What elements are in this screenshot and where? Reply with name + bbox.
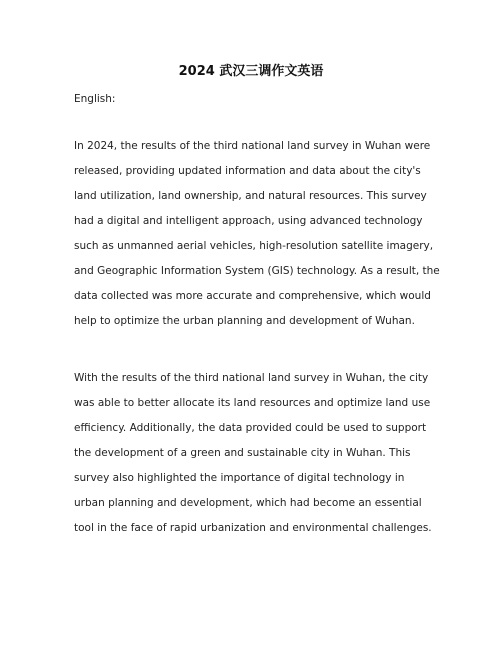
text-line: efficiency. Additionally, the data provided could be used to support xyxy=(74,422,427,434)
text-line: was able to better allocate its land resources and optimize land use xyxy=(74,397,431,409)
text-line: In 2024, the results of the third national land survey in Wuhan were xyxy=(74,140,431,152)
text-line: released, providing updated information and data about the city's xyxy=(74,165,421,177)
text-line: urban planning and development, which had become an essential xyxy=(74,497,422,509)
text-line: With the results of the third national land survey in Wuhan, the city xyxy=(74,372,429,384)
text-line: such as unmanned aerial vehicles, high-resolution satellite imagery, xyxy=(74,240,434,252)
text-line: had a digital and intelligent approach, using advanced technology xyxy=(74,215,423,227)
paragraph xyxy=(74,139,440,339)
text-line: the development of a green and sustainable city in Wuhan. This xyxy=(74,447,411,459)
text-line: survey also highlighted the importance of digital technology in xyxy=(74,472,405,484)
paragraph xyxy=(74,371,434,546)
text-line: data collected was more accurate and comprehensive, which would xyxy=(74,290,431,302)
text-line: help to optimize the urban planning and development of Wuhan. xyxy=(74,315,415,327)
text-line: and Geographic Information System (GIS) technology. As a result, the xyxy=(74,265,440,277)
text-line: land utilization, land ownership, and natural resources. This survey xyxy=(74,190,427,202)
text-line: tool in the face of rapid urbanization and environmental challenges. xyxy=(74,522,432,534)
document-title: 2024 武汉三调作文英语 xyxy=(178,64,324,79)
language-label: English: xyxy=(74,93,116,105)
